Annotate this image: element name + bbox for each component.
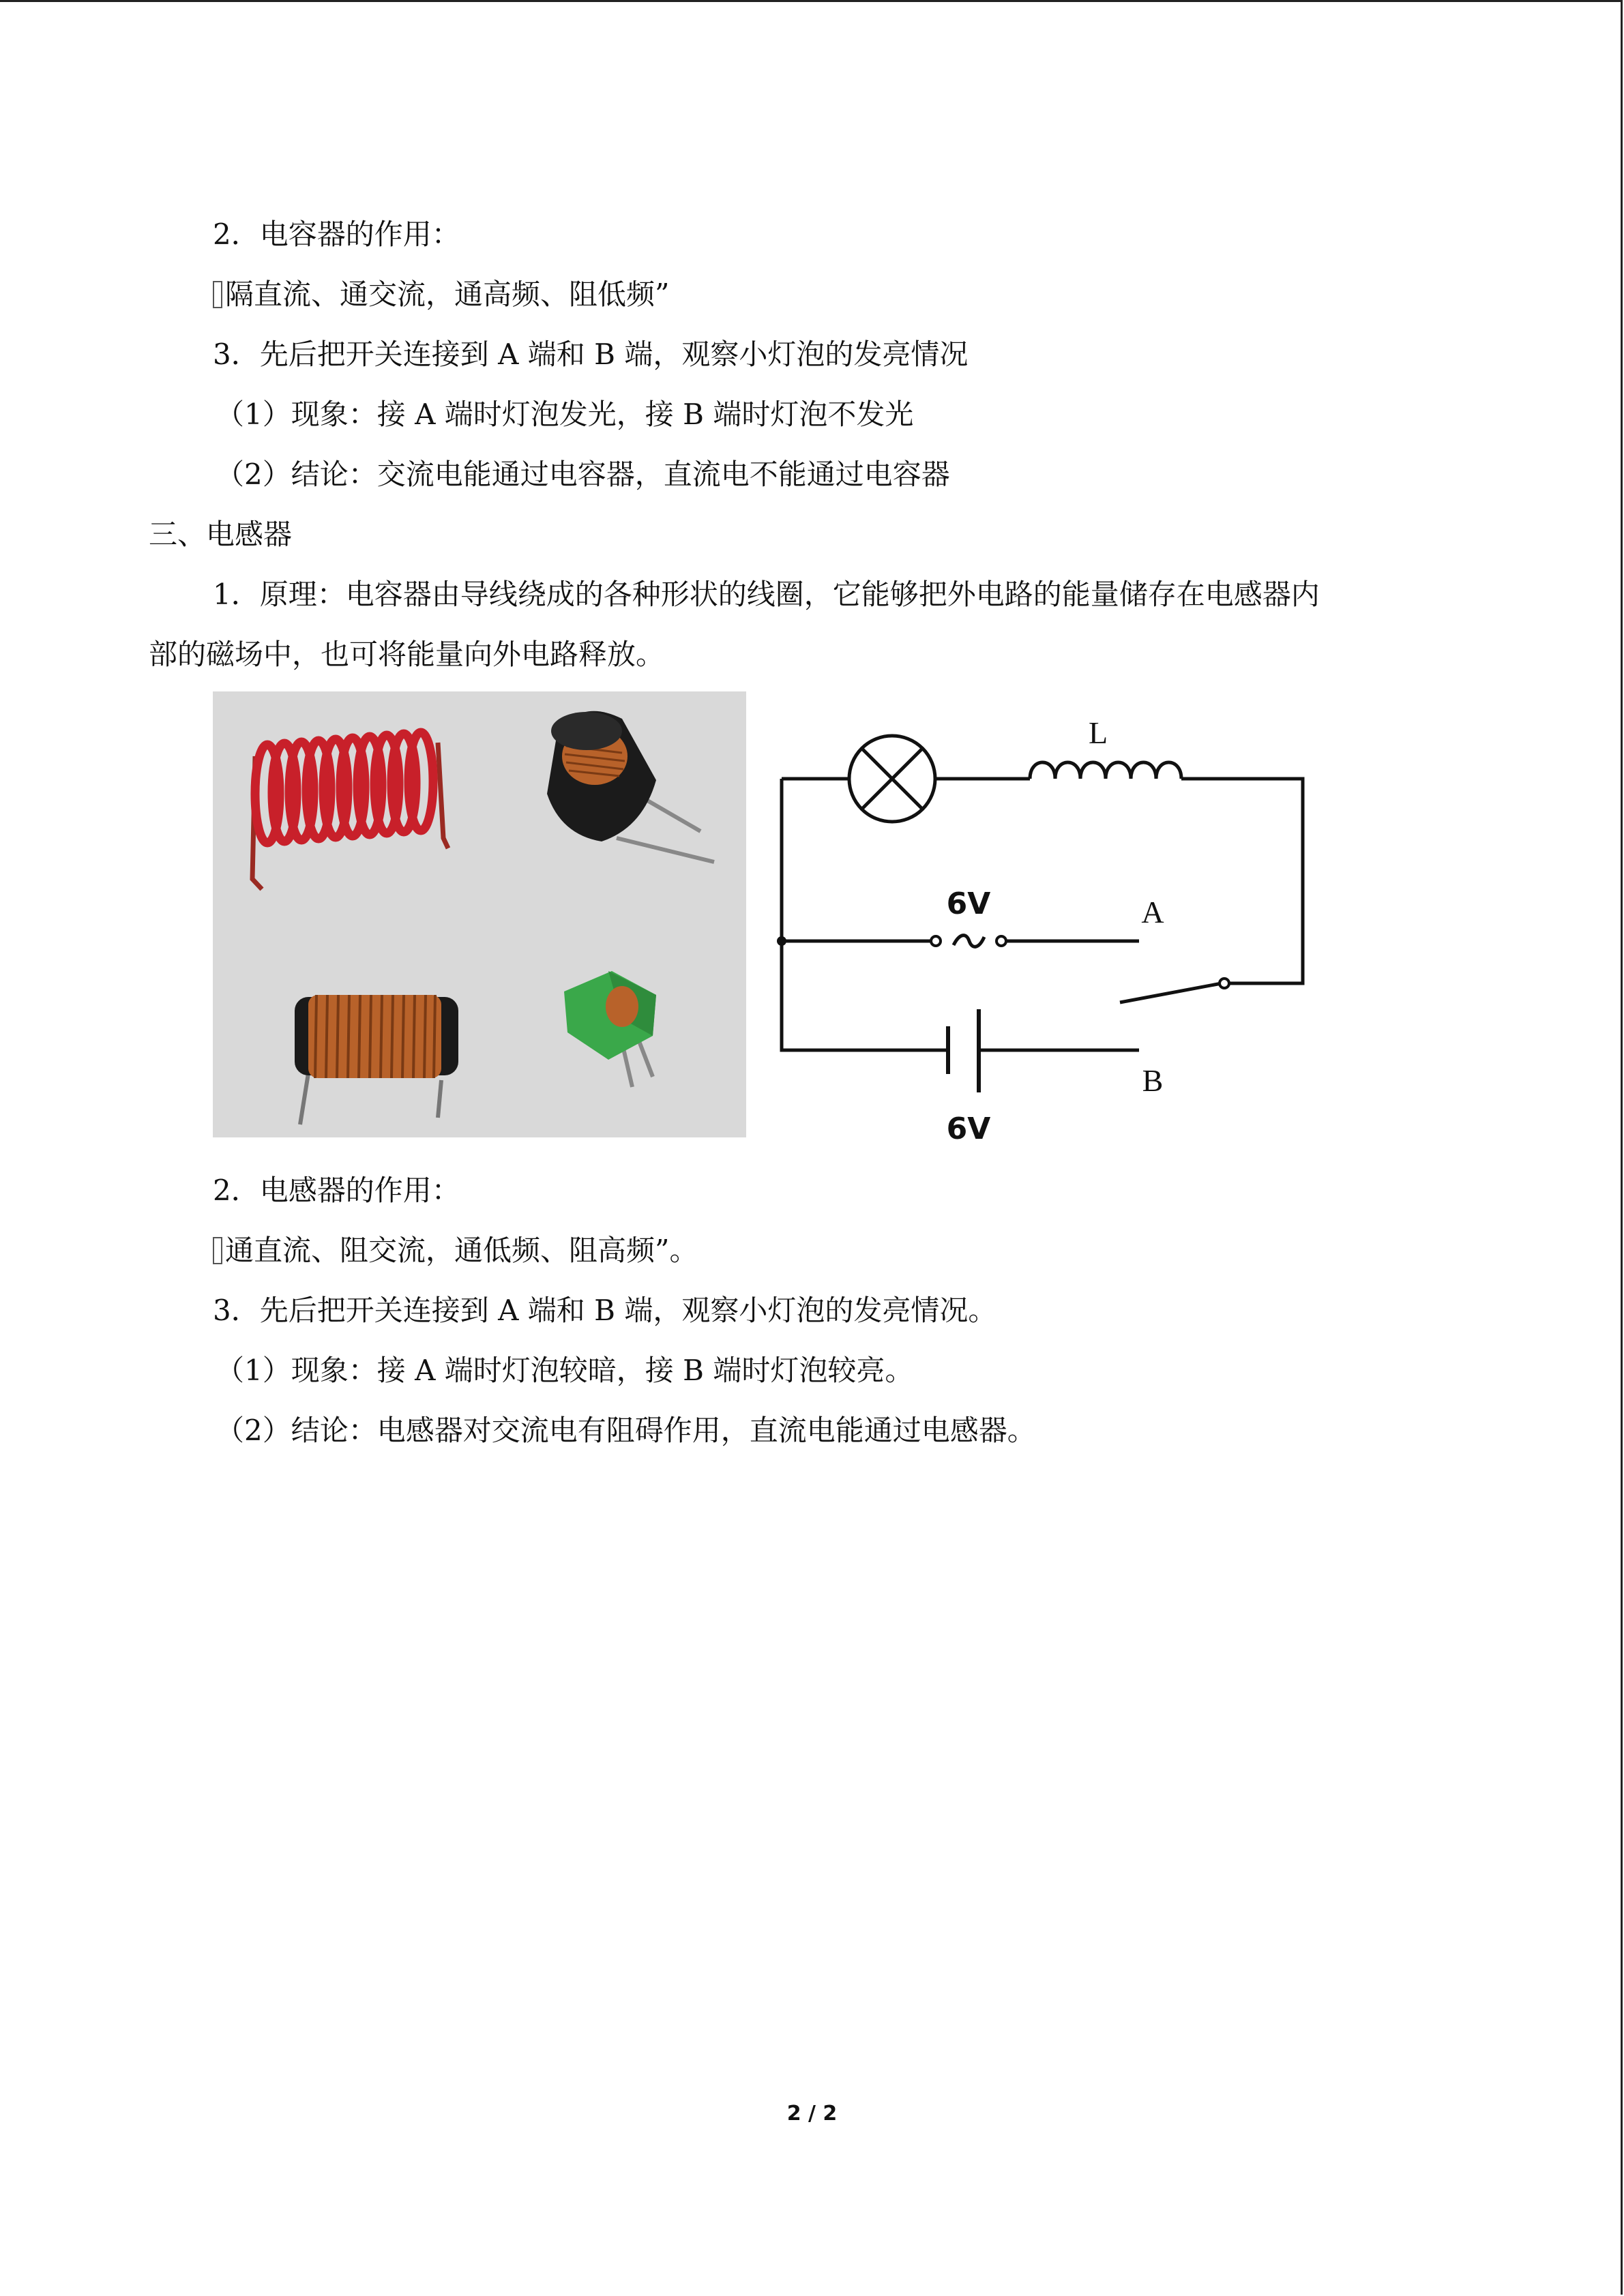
section-heading-inductor: 三、电感器 — [149, 518, 293, 551]
terminal-b-label: B — [1142, 1063, 1164, 1098]
inductor-phenomenon: （1）现象：接 A 端时灯泡较暗，接 B 端时灯泡较亮。 — [216, 1354, 914, 1387]
circuit-wires — [782, 779, 1303, 1050]
inductor-role-text — [213, 1232, 698, 1270]
inductor-role-title: 2．电感器的作用： — [213, 1174, 460, 1207]
lamp-symbol — [849, 736, 935, 822]
dc-battery-symbol — [948, 1009, 979, 1092]
principle-line-1: 1．原理：电容器由导线绕成的各种形状的线圈，它能够把外电路的能量储存在电感器内 — [213, 578, 1320, 611]
ac-source-label: 6V — [946, 886, 991, 921]
terminal-a-label: A — [1141, 895, 1164, 929]
inductor-experiment: 3．先后把开关连接到 A 端和 B 端，观察小灯泡的发亮情况。 — [213, 1294, 997, 1327]
capacitor-conclusion: （2）结论：交流电能通过电容器，直流电不能通过电容器 — [216, 458, 950, 491]
principle-line-2: 部的磁场中，也可将能量向外电路释放。 — [149, 638, 665, 671]
capacitor-experiment: 3．先后把开关连接到 A 端和 B 端，观察小灯泡的发亮情况 — [213, 338, 969, 371]
missing-glyph-box — [213, 281, 222, 308]
switch-symbol[interactable] — [1120, 979, 1229, 1002]
inductor-photos — [213, 691, 746, 1137]
inductor-circuit-diagram — [761, 689, 1327, 1152]
missing-glyph-box — [213, 1237, 222, 1264]
capacitor-role-title: 2．电容器的作用： — [213, 218, 460, 251]
capacitor-role-text — [213, 275, 669, 314]
inductor-coil-symbol — [1030, 762, 1181, 779]
inductor-label: L — [1088, 715, 1108, 750]
capacitor-role-text-body: 隔直流、通交流，通高频、阻低频” — [225, 278, 670, 311]
inductor-role-text-body: 通直流、阻交流，通低频、阻高频”。 — [225, 1234, 698, 1267]
inductor-conclusion: （2）结论：电感器对交流电有阻碍作用，直流电能通过电感器。 — [216, 1414, 1036, 1447]
dc-source-label: 6V — [946, 1112, 991, 1146]
junction-dot — [777, 936, 786, 946]
page-number: 2 / 2 — [786, 2102, 838, 2126]
ac-source-symbol — [931, 936, 1006, 947]
capacitor-phenomenon: （1）现象：接 A 端时灯泡发光，接 B 端时灯泡不发光 — [216, 398, 914, 431]
